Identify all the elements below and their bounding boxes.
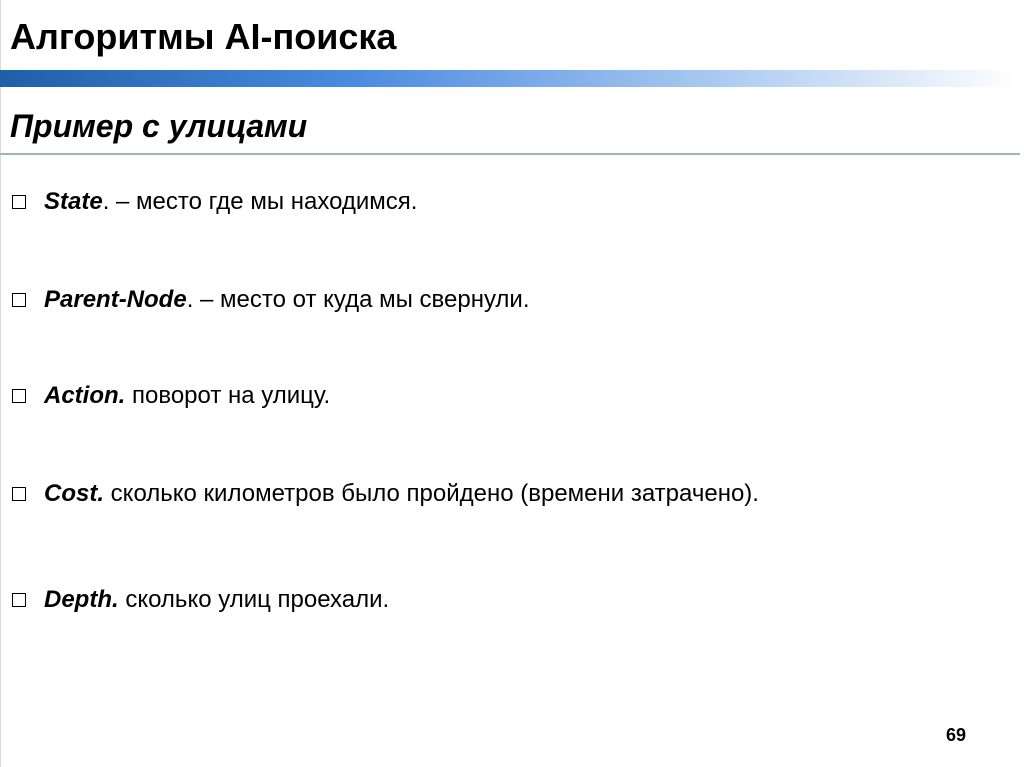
bullet-term: Parent-Node — [44, 286, 187, 313]
subtitle-divider — [0, 153, 1020, 155]
bullet-term: Depth. — [44, 586, 119, 613]
bullet-description: . – место от куда мы свернули. — [186, 286, 530, 313]
bullet-description: сколько километров было пройдено (времени затрачено). — [104, 480, 759, 507]
bullet-description: . – место где мы находимся. — [102, 188, 418, 215]
slide-left-border — [0, 0, 1, 767]
page-number: 69 — [945, 725, 966, 745]
bullet-term: Cost. — [44, 480, 104, 507]
checkbox-bullet-icon — [12, 389, 26, 403]
bullet-item-state — [12, 186, 417, 218]
checkbox-bullet-icon — [12, 593, 26, 607]
bullet-item-depth — [12, 584, 389, 616]
bullet-description: сколько улиц проехали. — [118, 586, 390, 613]
bullet-item-action — [12, 380, 330, 412]
bullet-term: State — [44, 188, 103, 215]
bullet-description: поворот на улицу. — [125, 382, 331, 409]
checkbox-bullet-icon — [12, 293, 26, 307]
slide-subtitle: Пример с улицами — [10, 108, 308, 144]
bullet-item-cost — [12, 478, 759, 510]
slide-title: Алгоритмы AI-поиска — [10, 16, 397, 57]
bullet-item-parent-node — [12, 284, 530, 316]
checkbox-bullet-icon — [12, 487, 26, 501]
bullet-term: Action. — [44, 382, 126, 409]
title-gradient-bar — [0, 70, 1020, 87]
checkbox-bullet-icon — [12, 195, 26, 209]
